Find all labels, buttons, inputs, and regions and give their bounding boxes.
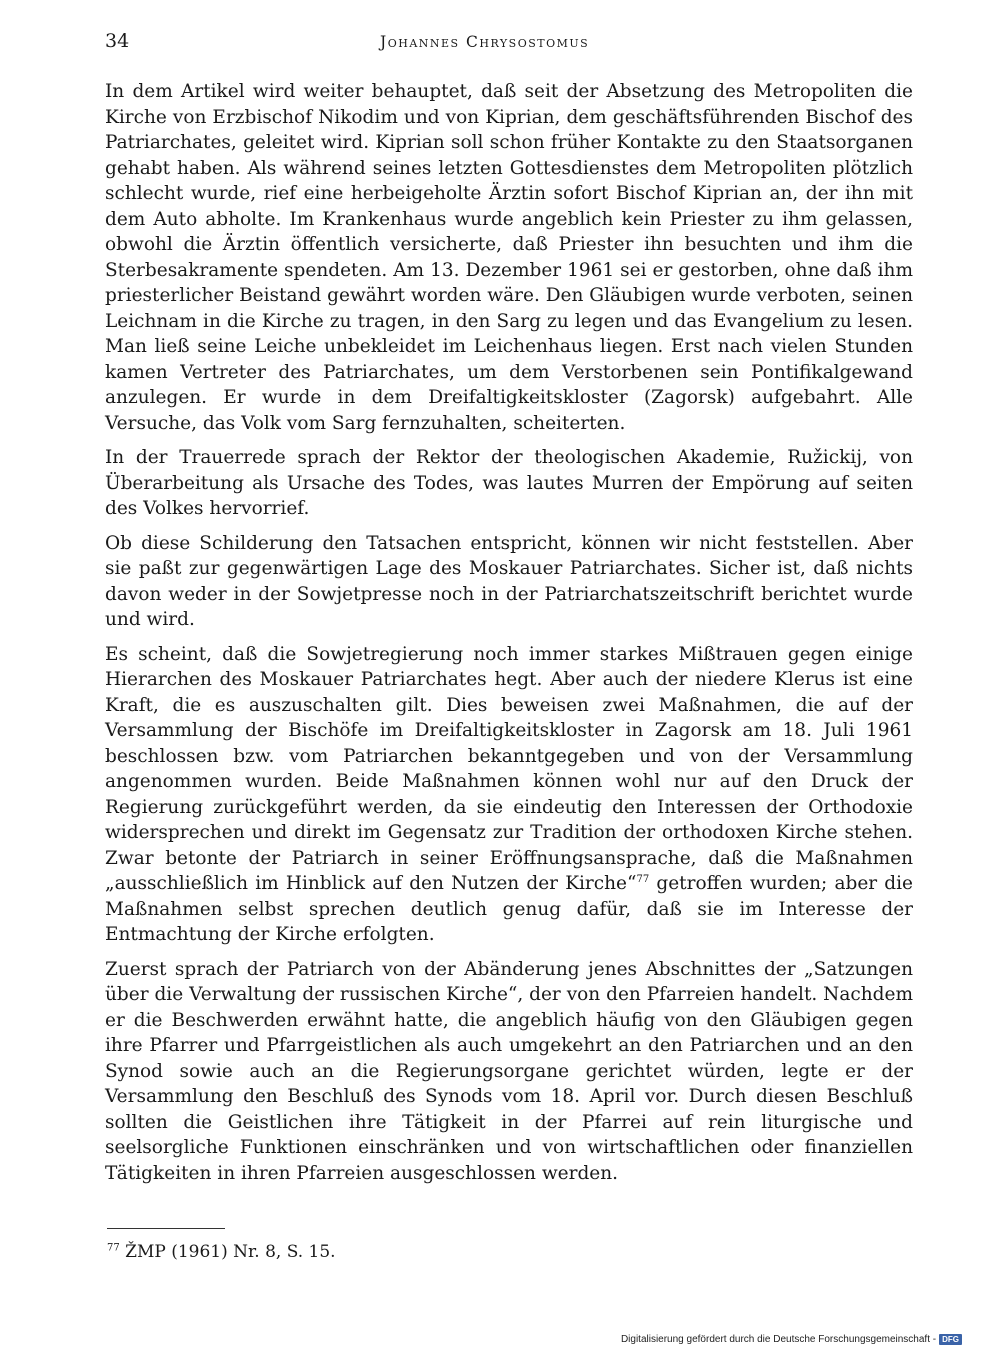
body-text <box>105 79 913 1186</box>
paragraph-3: Ob diese Schilderung den Tatsachen entspricht, können wir nicht feststellen. Aber sie paßt zur gegenwärtigen Lage des Moskauer Patriarchates. Sicher ist, daß nichts davon weder in der Sowjetpresse noch in der Patriarchatszeitschrift berichtet wurde und wird. <box>105 532 913 630</box>
paragraph-gap <box>105 436 913 445</box>
funding-note <box>621 1334 962 1345</box>
paragraph-2: In der Trauerrede sprach der Rektor der theologischen Akademie, Ružickij, von Überarbeitung als Ursache des Todes, was lautes Murren der Empörung auf seiten des Volkes hervorrief. <box>105 447 913 519</box>
footnote-text: ŽMP (1961) Nr. 8, S. 15. <box>125 1242 336 1262</box>
running-head: Johannes Chrysostomus <box>380 33 590 51</box>
paragraph-4 <box>105 642 913 948</box>
footnote-reference[interactable]: 77 <box>636 873 650 885</box>
paragraph-gap <box>105 948 913 957</box>
paragraph-gap <box>105 633 913 642</box>
dfg-logo-icon: DFG <box>939 1334 962 1345</box>
funding-text: Digitalisierung gefördert durch die Deutsche Forschungsgemeinschaft - <box>620 1334 937 1345</box>
footnote-divider <box>107 1228 225 1229</box>
footnote <box>107 1242 336 1262</box>
paragraph-5: Zuerst sprach der Patriarch von der Abänderung jenes Abschnittes der „Satzungen über die Verwaltung der russischen Kirche“, der von den Pfarreien handelt. Nachdem er die Beschwerden erwähnt hatte, die angeblich häufig von den Gläubigen gegen ihre Pfarrer und Pfarrgeistlichen als auch umgekehrt an den Patriarchen und an den Synod sowie auch an die Regierungsorgane gerichtet würden, legte er der Versammlung den Beschluß des Synods vom 18. April vor. Durch diesen Beschluß sollten die Geistlichen ihre Tätigkeit in der Pfarrei auf rein liturgische und seelsorgliche Funktionen einschränken und von wirtschaftlichen oder finanziellen Tätigkeiten in ihren Pfarreien ausgeschlossen werden. <box>105 958 913 1184</box>
page-number: 34 <box>105 30 130 52</box>
paragraph-4-text-after-ref: getroffen wurden; aber die Maßnahmen selbst sprechen deutlich genug dafür, daß sie im Interesse der Entmachtung der Kirche erfolgten. <box>105 873 914 945</box>
footnote-number: 77 <box>107 1242 120 1254</box>
paragraph-1: In dem Artikel wird weiter behauptet, daß seit der Absetzung des Metropoliten die Kirche von Erzbischof Nikodim und von Kiprian, dem geschäftsführenden Bischof des Patriarchates, geleitet wird. Kiprian soll schon früher Kontakte zu den Staatsorganen gehabt haben. Als während seines letzten Gottesdienstes dem Metropoliten plötzlich schlecht wurde, rief eine herbeigeholte Ärztin sofort Bischof Kiprian an, der ihn mit dem Auto abholte. Im Krankenhaus wurde angeblich kein Priester zu ihm gelassen, obwohl die Ärztin öffentlich versicherte, daß Priester ihn besuchten und ihm die Sterbesakramente spendeten. Am 13. Dezember 1961 sei er gestorben, ohne daß ihm priesterlicher Beistand gewährt worden wäre. Den Gläubigen wurde verboten, seinen Leichnam in die Kirche zu tragen, in den Sarg zu legen und das Evangelium zu lesen. Man ließ seine Leiche unbekleidet im Leichenhaus liegen. Erst nach vielen Stunden kamen Vertreter des Patriarchates, um dem Verstorbenen sein Pontifikalgewand anzulegen. Er wurde in dem Dreifaltigkeitskloster (Zagorsk) aufgebahrt. Alle Versuche, das Volk vom Sarg fernzuhalten, scheiterten. <box>105 81 913 434</box>
paragraph-gap <box>105 522 913 531</box>
paragraph-4-text-before-ref: Es scheint, daß die Sowjetregierung noch immer starkes Mißtrauen gegen einige Hierarchen des Moskauer Patriarchates hegt. Aber auch der niedere Klerus ist eine Kraft, die es auszuschalten gilt. Dies beweisen zwei Maßnahmen, die auf der Versammlung der Bischöfe im Dreifaltigkeitskloster in Zagorsk am 18. Juli 1961 beschlossen bzw. vom Patriarchen bekanntgegeben und von der Versammlung angenommen wurden. Beide Maßnahmen können wohl nur auf den Druck der Regierung zurückgeführt werden, da sie eindeutig den Interessen der Orthodoxie widersprechen und direkt im Gegensatz zur Tradition der orthodoxen Kirche stehen. Zwar betonte der Patriarch in seiner Eröffnungsansprache, daß die Maßnahmen „ausschließlich im Hinblick auf den Nutzen der Kirche“ <box>105 643 913 894</box>
